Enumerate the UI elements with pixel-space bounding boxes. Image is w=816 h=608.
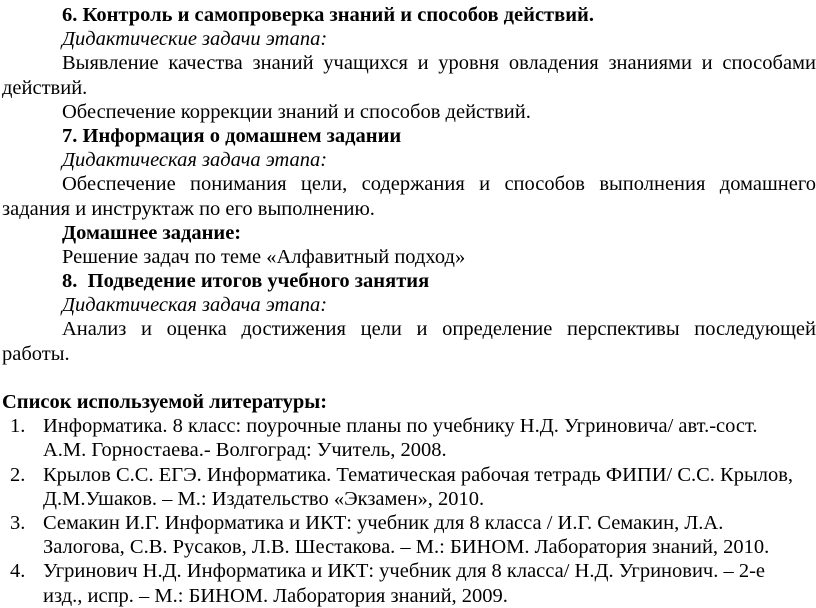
stage6-paragraph2: Обеспечение коррекции знаний и способов действий. — [62, 100, 531, 123]
bibliography-item-number: 1. — [10, 415, 26, 438]
stage7-paragraph1-line2: задания и инструктаж по его выполнению. — [2, 197, 375, 220]
bibliography-item-line1 — [2, 414, 816, 438]
stage7-heading: 7. Информация о домашнем задании — [62, 124, 402, 147]
homework-label: Домашнее задание: — [62, 221, 242, 244]
stage6-heading: 6. Контроль и самопроверка знаний и способов действий. — [62, 4, 594, 26]
bibliography-item-text: Информатика. 8 класс: поурочные планы по учебнику Н.Д. Угриновича/ авт.-сост. — [43, 415, 758, 438]
bibliography-item-line1 — [2, 463, 816, 487]
bibliography-item-text: Крылов С.С. ЕГЭ. Информатика. Тематическая рабочая тетрадь ФИПИ/ С.С. Крылов, — [43, 463, 794, 486]
stage7-paragraph1-line1: Обеспечение понимания цели, содержания и способов выполнения домашнего — [62, 173, 816, 196]
blank-line — [2, 366, 816, 390]
stage7-didactic-task-label: Дидактическая задача этапа: — [62, 149, 328, 172]
bibliography-item — [2, 414, 816, 462]
bibliography-item-number: 4. — [10, 560, 26, 583]
bibliography-item — [2, 559, 816, 607]
bibliography-item-text: Семакин И.Г. Информатика и ИКТ: учебник для 8 класса / И.Г. Семакин, Л.А. — [43, 511, 724, 534]
bibliography-item-line1 — [2, 511, 816, 535]
bibliography-item-line2: Залогова, С.В. Русаков, Л.В. Шестакова. – М.: БИНОМ. Лаборатория знаний, 2010. — [43, 536, 770, 559]
stage8-paragraph1-line2: работы. — [2, 342, 70, 365]
bibliography-heading: Список используемой литературы: — [2, 391, 328, 413]
homework-text: Решение задач по теме «Алфавитный подход» — [62, 245, 466, 268]
bibliography-item — [2, 463, 816, 511]
stage8-paragraph1-line1: Анализ и оценка достижения цели и определение перспективы последующей — [62, 318, 816, 341]
bibliography-item-number: 2. — [10, 463, 26, 486]
stage6-paragraph1-line2: действий. — [2, 76, 88, 99]
bibliography-item — [2, 511, 816, 559]
stage6-didactic-tasks-label: Дидактические задачи этапа: — [62, 28, 328, 51]
bibliography-item-line2: изд., испр. – М.: БИНОМ. Лаборатория знаний, 2009. — [43, 584, 508, 607]
bibliography-item-line2: А.М. Горностаева.- Волгоград: Учитель, 2008. — [43, 439, 447, 462]
stage6-paragraph1-line1: Выявление качества знаний учащихся и уровня овладения знаниями и способами — [62, 52, 816, 75]
bibliography-item-line1 — [2, 559, 816, 583]
bibliography-item-text: Угринович Н.Д. Информатика и ИКТ: учебник для 8 класса/ Н.Д. Угринович. – 2-е — [43, 560, 766, 583]
stage8-heading: 8. Подведение итогов учебного занятия — [62, 270, 430, 293]
stage8-didactic-task-label: Дидактическая задача этапа: — [62, 294, 328, 317]
bibliography-item-number: 3. — [10, 511, 26, 534]
bibliography-item-line2: Д.М.Ушаков. – М.: Издательство «Экзамен», 2010. — [43, 487, 485, 510]
